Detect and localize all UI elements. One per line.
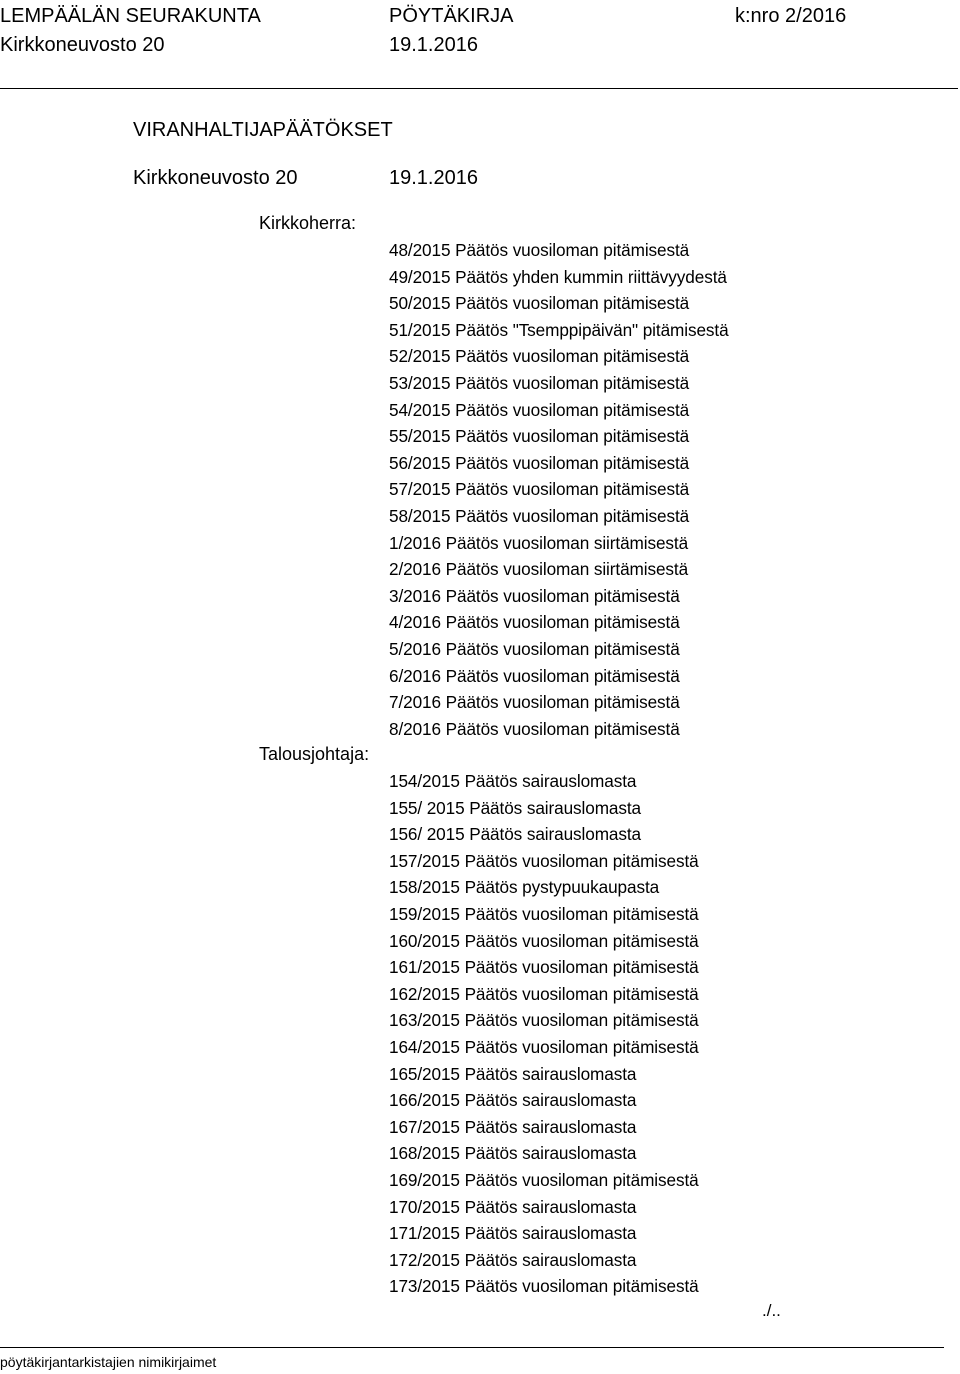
footer-label: pöytäkirjantarkistajien nimikirjaimet bbox=[0, 1354, 217, 1370]
decision-item: 50/2015 Päätös vuosiloman pitämisestä bbox=[389, 293, 690, 314]
meeting-date: 19.1.2016 bbox=[389, 34, 478, 56]
decision-item: 173/2015 Päätös vuosiloman pitämisestä bbox=[389, 1276, 699, 1297]
decision-item: 165/2015 Päätös sairauslomasta bbox=[389, 1063, 637, 1084]
decision-item: 167/2015 Päätös sairauslomasta bbox=[389, 1116, 637, 1137]
decision-item: 56/2015 Päätös vuosiloman pitämisestä bbox=[389, 452, 690, 473]
decision-item: 57/2015 Päätös vuosiloman pitämisestä bbox=[389, 479, 690, 500]
decision-item: 1/2016 Päätös vuosiloman siirtämisestä bbox=[389, 532, 689, 553]
header-divider bbox=[0, 88, 958, 89]
decision-item: 158/2015 Päätös pystypuukaupasta bbox=[389, 877, 660, 898]
decision-item: 4/2016 Päätös vuosiloman pitämisestä bbox=[389, 612, 680, 633]
role-label-talousjohtaja: Talousjohtaja: bbox=[259, 744, 370, 764]
decision-item: 164/2015 Päätös vuosiloman pitämisestä bbox=[389, 1036, 699, 1057]
decision-item: 159/2015 Päätös vuosiloman pitämisestä bbox=[389, 903, 699, 924]
decision-list-talousjohtaja bbox=[389, 768, 699, 1300]
decision-item: 166/2015 Päätös sairauslomasta bbox=[389, 1090, 637, 1111]
decision-item: 163/2015 Päätös vuosiloman pitämisestä bbox=[389, 1010, 699, 1031]
decision-item: 7/2016 Päätös vuosiloman pitämisestä bbox=[389, 692, 680, 713]
decision-item: 171/2015 Päätös sairauslomasta bbox=[389, 1223, 637, 1244]
decision-item: 170/2015 Päätös sairauslomasta bbox=[389, 1196, 637, 1217]
decision-item: 157/2015 Päätös vuosiloman pitämisestä bbox=[389, 850, 699, 871]
decision-item: 168/2015 Päätös sairauslomasta bbox=[389, 1143, 637, 1164]
continuation-mark: ./.. bbox=[762, 1301, 781, 1320]
decision-item: 8/2016 Päätös vuosiloman pitämisestä bbox=[389, 718, 680, 739]
document-type: PÖYTÄKIRJA bbox=[389, 5, 514, 27]
decision-item: 55/2015 Päätös vuosiloman pitämisestä bbox=[389, 426, 690, 447]
decision-item: 48/2015 Päätös vuosiloman pitämisestä bbox=[389, 240, 690, 260]
decision-item: 53/2015 Päätös vuosiloman pitämisestä bbox=[389, 372, 690, 393]
decision-item: 49/2015 Päätös yhden kummin riittävyydestä bbox=[389, 266, 727, 287]
decision-item: 156/ 2015 Päätös sairauslomasta bbox=[389, 824, 642, 845]
footer-divider bbox=[0, 1347, 944, 1348]
decision-item: 2/2016 Päätös vuosiloman siirtämisestä bbox=[389, 559, 689, 580]
decision-item: 6/2016 Päätös vuosiloman pitämisestä bbox=[389, 665, 680, 686]
decision-item: 54/2015 Päätös vuosiloman pitämisestä bbox=[389, 399, 690, 420]
organization-name: LEMPÄÄLÄN SEURAKUNTA bbox=[0, 5, 261, 27]
decision-item: 161/2015 Päätös vuosiloman pitämisestä bbox=[389, 957, 699, 978]
section-body: Kirkkoneuvosto 20 bbox=[133, 167, 298, 189]
decision-item: 160/2015 Päätös vuosiloman pitämisestä bbox=[389, 930, 699, 951]
decision-item: 58/2015 Päätös vuosiloman pitämisestä bbox=[389, 505, 690, 526]
decision-list-kirkkoherra bbox=[389, 237, 729, 742]
decision-item: 52/2015 Päätös vuosiloman pitämisestä bbox=[389, 346, 690, 367]
decision-item: 172/2015 Päätös sairauslomasta bbox=[389, 1249, 637, 1270]
decision-item: 154/2015 Päätös sairauslomasta bbox=[389, 771, 637, 791]
section-title: VIRANHALTIJAPÄÄTÖKSET bbox=[133, 119, 393, 141]
role-label-kirkkoherra: Kirkkoherra: bbox=[259, 213, 357, 233]
document-number: k:nro 2/2016 bbox=[735, 5, 847, 27]
meeting-body: Kirkkoneuvosto 20 bbox=[0, 34, 165, 56]
decision-item: 162/2015 Päätös vuosiloman pitämisestä bbox=[389, 983, 699, 1004]
decision-item: 51/2015 Päätös "Tsemppipäivän" pitämisestä bbox=[389, 319, 729, 340]
decision-item: 169/2015 Päätös vuosiloman pitämisestä bbox=[389, 1169, 699, 1190]
decision-item: 5/2016 Päätös vuosiloman pitämisestä bbox=[389, 638, 680, 659]
decision-item: 3/2016 Päätös vuosiloman pitämisestä bbox=[389, 585, 680, 606]
decision-item: 155/ 2015 Päätös sairauslomasta bbox=[389, 797, 642, 818]
section-date: 19.1.2016 bbox=[389, 167, 478, 189]
